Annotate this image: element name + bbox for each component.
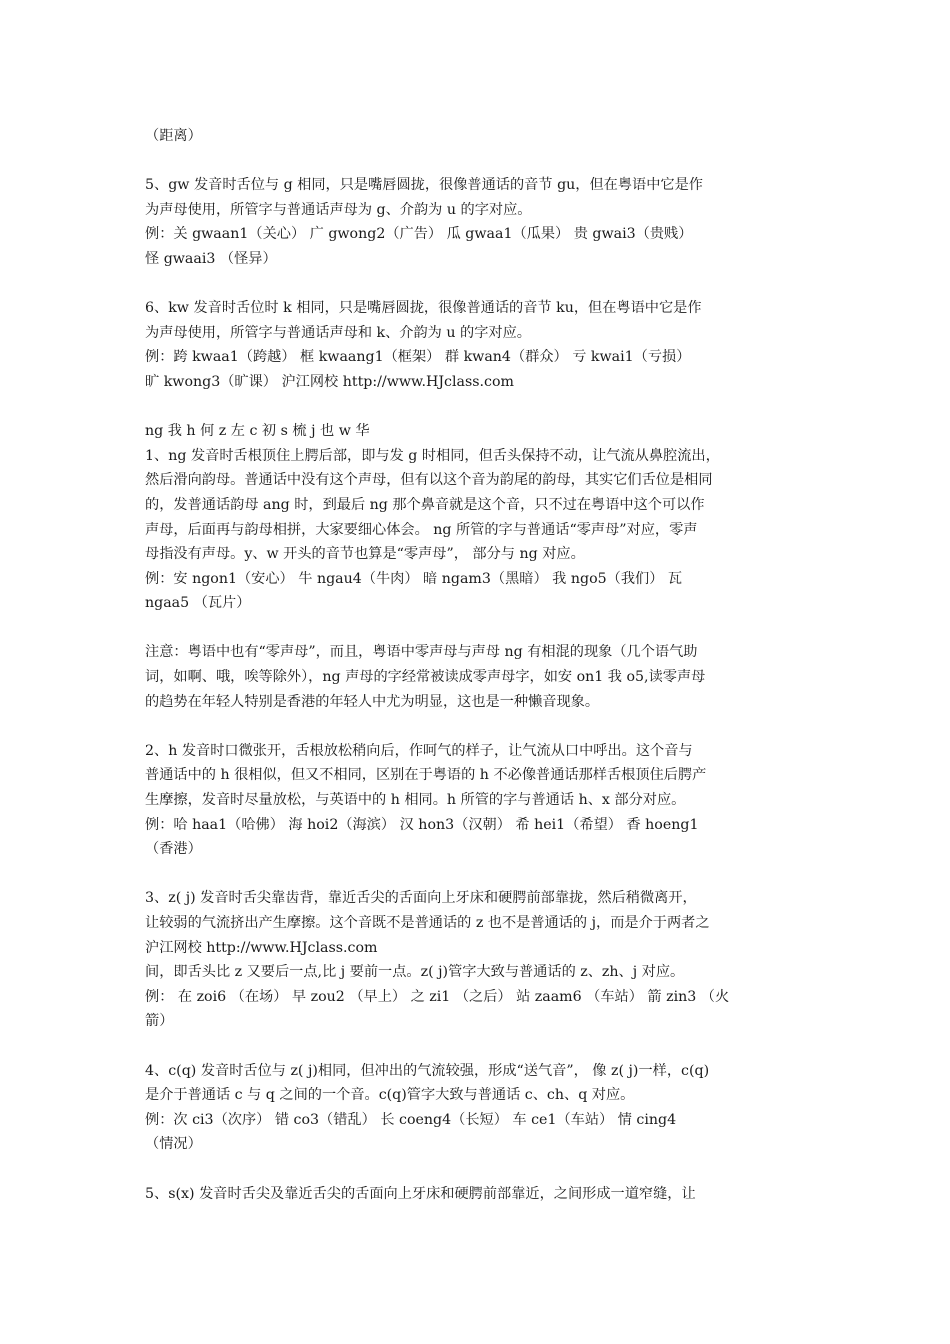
- paragraph-spacer: [145, 1034, 810, 1059]
- text-line: 4、c(q) 发音时舌位与 z( j)相同，但冲出的气流较强，形成“送气音”， 像 z( j)一样，c(q): [145, 1062, 710, 1079]
- text-line: 普通话中的 h 很相似，但又不相同，区别在于粤语的 h 不必像普通话那样舌根顶住后腭产: [145, 767, 707, 784]
- text-line: 旷 kwong3（旷课） 沪江网校 http://www.HJclass.com: [145, 373, 514, 390]
- paragraph-spacer: [145, 862, 810, 887]
- text-line: 例：次 ci3（次序） 错 co3（错乱） 长 coeng4（长短） 车 ce1（车站） 情 cing4: [145, 1111, 677, 1128]
- text-line: 2、h 发音时口微张开，舌根放松稍向后，作呵气的样子，让气流从口中呼出。这个音与: [145, 742, 693, 759]
- text-line: 间，即舌头比 z 又要后一点,比 j 要前一点。z( j)管字大致与普通话的 z、zh、j 对应。: [145, 964, 685, 981]
- text-line: 词，如啊、哦，唉等除外），ng 声母的字经常被读成零声母字，如安 on1 我 o5,读零声母: [145, 669, 706, 686]
- paragraph-spacer: [145, 149, 810, 174]
- paragraph: [145, 1182, 810, 1207]
- text-line: 让较弱的气流挤出产生摩擦。这个音既不是普通话的 z 也不是普通话的 j，而是介于两者之: [145, 915, 710, 931]
- text-line: 5、s(x) 发音时舌尖及靠近舌尖的舌面向上牙床和硬腭前部靠近，之间形成一道窄缝，让: [145, 1185, 696, 1202]
- text-line: 3、z( j) 发音时舌尖靠齿背，靠近舌尖的舌面向上牙床和硬腭前部靠拢，然后稍微离开，: [145, 890, 697, 907]
- text-line: ng 我 h 何 z 左 c 初 s 梳 j 也 w 华: [145, 423, 370, 440]
- text-line: 母指没有声母。y、w 开头的音节也算是“零声母”， 部分与 ng 对应。: [145, 546, 585, 563]
- paragraph-spacer: [145, 714, 810, 739]
- text-line: 的趋势在年轻人特别是香港的年轻人中尤为明显，这也是一种懒音现象。: [145, 693, 600, 710]
- text-line: 然后滑向韵母。普通话中没有这个声母，但有以这个音为韵尾的韵母，其实它们舌位是相同: [145, 472, 713, 489]
- paragraph: [145, 173, 810, 271]
- text-line: 例：跨 kwaa1（跨越） 框 kwaang1（框架） 群 kwan4（群众） 亏 kwai1（亏损）: [145, 349, 691, 366]
- text-line: 沪江网校 http://www.HJclass.com: [145, 939, 378, 956]
- text-line: 是介于普通话 c 与 q 之间的一个音。c(q)管字大致与普通话 c、ch、q 对应。: [145, 1087, 635, 1104]
- text-line: 为声母使用，所管字与普通话声母为 g、介韵为 u 的字对应。: [145, 201, 532, 218]
- paragraph: [145, 124, 810, 149]
- paragraph-spacer: [145, 616, 810, 641]
- text-line: 1、ng 发音时舌根顶住上腭后部，即与发 g 时相同，但舌头保持不动，让气流从鼻腔流出，: [145, 447, 720, 464]
- text-line: 例：哈 haa1（哈佛） 海 hoi2（海滨） 汉 hon3（汉朝） 希 hei1（希望） 香 hoeng1: [145, 816, 699, 833]
- text-line: 的，发普通话韵母 ang 时，到最后 ng 那个鼻音就是这个音，只不过在粤语中这个可以作: [145, 496, 705, 513]
- text-line: 箭）: [145, 1013, 174, 1030]
- text-line: （情况）: [145, 1136, 202, 1153]
- text-line: 6、kw 发音时舌位时 k 相同，只是嘴唇圆拢，很像普通话的音节 ku，但在粤语中它是作: [145, 300, 702, 317]
- text-line: （香港）: [145, 841, 202, 858]
- text-line: 为声母使用，所管字与普通话声母和 k、介韵为 u 的字对应。: [145, 324, 531, 341]
- paragraph: [145, 739, 810, 862]
- text-line: 例：安 ngon1（安心） 牛 ngau4（牛肉） 暗 ngam3（黑暗） 我 ngo5（我们） 瓦: [145, 570, 683, 587]
- document-body: [145, 124, 810, 1206]
- text-line: 生摩擦，发音时尽量放松，与英语中的 h 相同。h 所管的字与普通话 h、x 部分对应。: [145, 792, 686, 809]
- paragraph: [145, 419, 810, 616]
- paragraph: [145, 296, 810, 394]
- text-line: 例：关 gwaan1（关心） 广 gwong2（广告） 瓜 gwaa1（瓜果） 贵 gwai3（贵贱）: [145, 226, 693, 243]
- paragraph-spacer: [145, 272, 810, 297]
- text-line: 注意：粤语中也有“零声母”，而且，粤语中零声母与声母 ng 有相混的现象（几个语气助: [145, 644, 698, 661]
- paragraph: [145, 886, 810, 1034]
- paragraph-spacer: [145, 395, 810, 420]
- paragraph: [145, 1059, 810, 1157]
- paragraph-spacer: [145, 1157, 810, 1182]
- text-line: 声母，后面再与韵母相拼，大家要细心体会。 ng 所管的字与普通话“零声母”对应，零声: [145, 521, 698, 538]
- text-line: ngaa5 （瓦片）: [145, 595, 251, 612]
- text-line: 例： 在 zoi6 （在场） 早 zou2 （早上） 之 zi1 （之后） 站 zaam6 （车站） 箭 zin3 （火: [145, 988, 730, 1005]
- text-line: 怪 gwaai3 （怪异）: [145, 250, 277, 267]
- paragraph: [145, 640, 810, 714]
- text-line: 5、gw 发音时舌位与 g 相同，只是嘴唇圆拢，很像普通话的音节 gu，但在粤语中它是作: [145, 177, 703, 194]
- text-line: （距离）: [145, 128, 202, 144]
